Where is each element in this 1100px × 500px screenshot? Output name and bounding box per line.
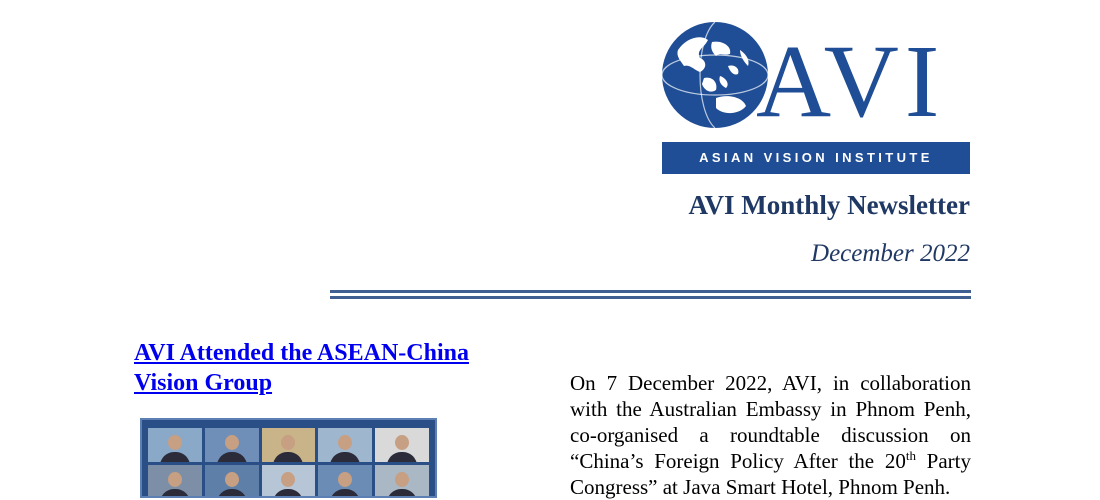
participant-grid — [148, 428, 429, 498]
article-paragraph — [570, 370, 971, 500]
participant-tile — [318, 465, 372, 498]
header-divider-top — [330, 290, 971, 293]
article-text-part1: On 7 December 2022, AVI, in collaboration with the Australian Embassy in Phnom Penh, co-organised a roundtable discussion on “China’s Foreign Policy After the 20 — [570, 371, 971, 473]
article-body — [570, 370, 971, 500]
video-conference-photo — [140, 418, 437, 498]
participant-tile — [205, 428, 259, 462]
participant-tile — [205, 465, 259, 498]
newsletter-title: AVI Monthly Newsletter — [688, 190, 970, 220]
participant-tile — [262, 465, 316, 498]
header-divider-bottom — [330, 296, 971, 299]
logo-wordmark: AVI — [756, 24, 946, 139]
article-title-link[interactable]: AVI Attended the ASEAN-China Vision Group — [134, 340, 469, 396]
logo-tagline: ASIAN VISION INSTITUTE — [662, 142, 970, 174]
participant-tile — [262, 428, 316, 462]
globe-icon — [660, 20, 770, 130]
participant-tile — [375, 428, 429, 462]
participant-tile — [148, 465, 202, 498]
participant-tile — [318, 428, 372, 462]
participant-tile — [148, 428, 202, 462]
ordinal-suffix: th — [905, 448, 916, 463]
issue-date: December 2022 — [811, 240, 970, 267]
participant-tile — [375, 465, 429, 498]
avi-logo — [660, 20, 972, 165]
article-text-part2: Party Congress” at Java Smart Hotel, Phnom Penh. — [570, 449, 972, 499]
